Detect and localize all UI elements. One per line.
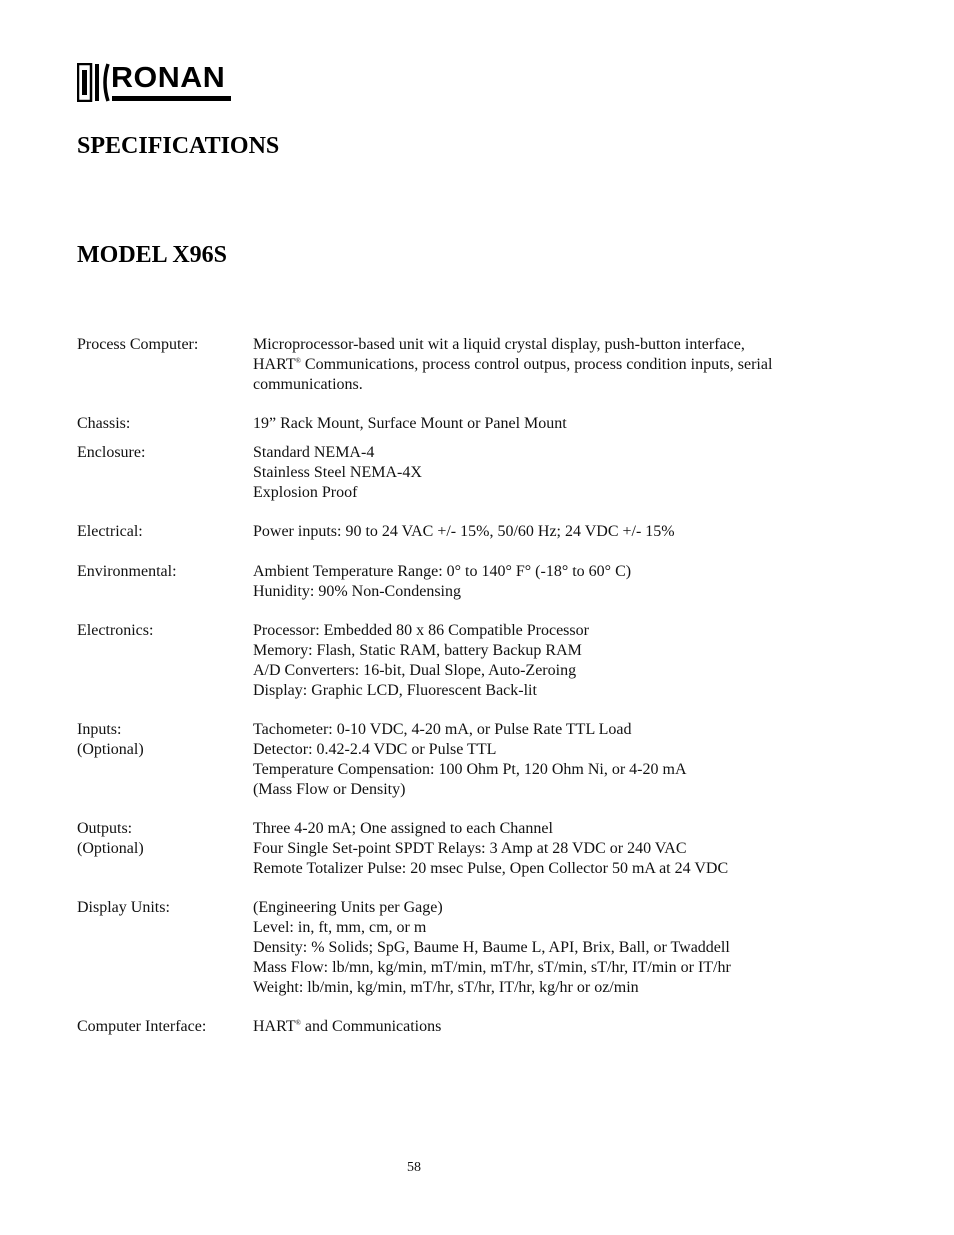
spec-label — [77, 414, 253, 434]
registered-mark: ® — [295, 1019, 301, 1028]
spec-value-line: Remote Totalizer Pulse: 20 msec Pulse, Open Collector 50 mA at 24 VDC — [253, 859, 729, 877]
model-heading: MODEL X96S — [77, 242, 228, 268]
spec-row — [77, 414, 877, 434]
spec-value-line: Density: % Solids; SpG, Baume H, Baume L, API, Brix, Ball, or Twaddell — [253, 938, 730, 956]
spec-value-line: Standard NEMA-4 — [253, 443, 375, 461]
registered-mark: ® — [295, 356, 301, 365]
spec-value — [253, 562, 877, 602]
spec-label-line: Outputs: — [77, 820, 133, 838]
spec-label — [77, 1017, 253, 1037]
spec-row — [77, 443, 877, 502]
spec-value — [253, 522, 877, 542]
page-title: SPECIFICATIONS — [77, 133, 280, 159]
spec-value-line: Stainless Steel NEMA-4X — [253, 463, 422, 481]
spec-value-line: Weight: lb/min, kg/min, mT/hr, sT/hr, IT/hr, kg/hr or oz/min — [253, 978, 639, 996]
spec-value-line: Hunidity: 90% Non-Condensing — [253, 582, 461, 600]
spec-label — [77, 720, 253, 799]
ronan-logo-underline — [112, 96, 231, 101]
spec-value-line: Temperature Compensation: 100 Ohm Pt, 120 Ohm Ni, or 4-20 mA — [253, 760, 687, 778]
spec-label — [77, 335, 253, 394]
hart-suffix-text: and Communications — [300, 1018, 442, 1036]
spec-row — [77, 562, 877, 602]
spec-value-line: Display: Graphic LCD, Fluorescent Back-lit — [253, 681, 537, 699]
spec-value — [253, 621, 877, 700]
spec-value-line: Three 4-20 mA; One assigned to each Channel — [253, 820, 553, 838]
spec-row — [77, 1017, 877, 1037]
spec-label-line: Electronics: — [77, 622, 154, 640]
spec-value-line: communications. — [253, 375, 363, 393]
spec-value-line: Level: in, ft, mm, cm, or m — [253, 919, 427, 937]
spec-value-line: (Engineering Units per Gage) — [253, 899, 443, 917]
spec-value-line: Ambient Temperature Range: 0° to 140° F° (-18° to 60° C) — [253, 562, 632, 580]
spec-value-line: Four Single Set-point SPDT Relays: 3 Amp at 28 VDC or 240 VAC — [253, 839, 687, 857]
spec-value — [253, 898, 877, 997]
spec-label — [77, 819, 253, 878]
spec-label-line: Computer Interface: — [77, 1018, 207, 1036]
spec-value — [253, 414, 877, 434]
spec-row — [77, 335, 877, 394]
spec-label-line: Enclosure: — [77, 443, 146, 461]
spec-value — [253, 1017, 877, 1037]
ronan-logo — [77, 63, 231, 102]
spec-row — [77, 621, 877, 700]
spec-row — [77, 898, 877, 997]
spec-value-line: Memory: Flash, Static RAM, battery Backup RAM — [253, 641, 582, 659]
spec-label-line: Electrical: — [77, 523, 143, 541]
spec-label-line: Display Units: — [77, 899, 170, 917]
ronan-logo-text: RONAN — [111, 62, 226, 94]
page-number: 58 — [407, 1160, 421, 1175]
spec-value-line: Mass Flow: lb/mn, kg/min, mT/min, mT/hr, sT/min, sT/hr, IT/min or IT/hr — [253, 958, 731, 976]
specifications-list — [77, 335, 877, 1057]
spec-value-line: Processor: Embedded 80 x 86 Compatible Processor — [253, 622, 589, 640]
spec-value-line: Tachometer: 0-10 VDC, 4-20 mA, or Pulse Rate TTL Load — [253, 721, 632, 739]
spec-label-line: Environmental: — [77, 562, 177, 580]
ronan-logo-mark-icon — [77, 63, 111, 102]
spec-label — [77, 621, 253, 700]
spec-row — [77, 819, 877, 878]
hart-text: HART — [253, 355, 296, 373]
spec-value-line: Power inputs: 90 to 24 VAC +/- 15%, 50/60 Hz; 24 VDC +/- 15% — [253, 523, 675, 541]
spec-label-line: (Optional) — [77, 740, 144, 758]
spec-value-line: (Mass Flow or Density) — [253, 780, 406, 798]
spec-value — [253, 720, 877, 799]
hart-text: HART — [253, 1018, 296, 1036]
spec-value-line — [253, 1017, 877, 1037]
spec-label — [77, 522, 253, 542]
spec-value-line — [253, 355, 877, 375]
spec-value-line: 19” Rack Mount, Surface Mount or Panel Mount — [253, 415, 567, 433]
spec-row — [77, 720, 877, 799]
spec-value — [253, 819, 877, 878]
spec-label-line: Inputs: — [77, 721, 122, 739]
spec-value-line: Detector: 0.42-2.4 VDC or Pulse TTL — [253, 740, 497, 758]
spec-value-line: Microprocessor-based unit wit a liquid crystal display, push-button interface, — [253, 336, 745, 353]
spec-value — [253, 335, 877, 394]
spec-label — [77, 562, 253, 602]
spec-row — [77, 522, 877, 542]
spec-label-line: Chassis: — [77, 415, 131, 433]
spec-value — [253, 443, 877, 502]
spec-value-line: Explosion Proof — [253, 483, 358, 501]
hart-suffix-text: Communications, process control outpus, process condition inputs, serial — [300, 355, 773, 373]
spec-label-line: (Optional) — [77, 839, 144, 857]
spec-value-line: A/D Converters: 16-bit, Dual Slope, Auto-Zeroing — [253, 661, 577, 679]
spec-label-line: Process Computer: — [77, 336, 199, 353]
spec-label — [77, 443, 253, 502]
spec-label — [77, 898, 253, 997]
